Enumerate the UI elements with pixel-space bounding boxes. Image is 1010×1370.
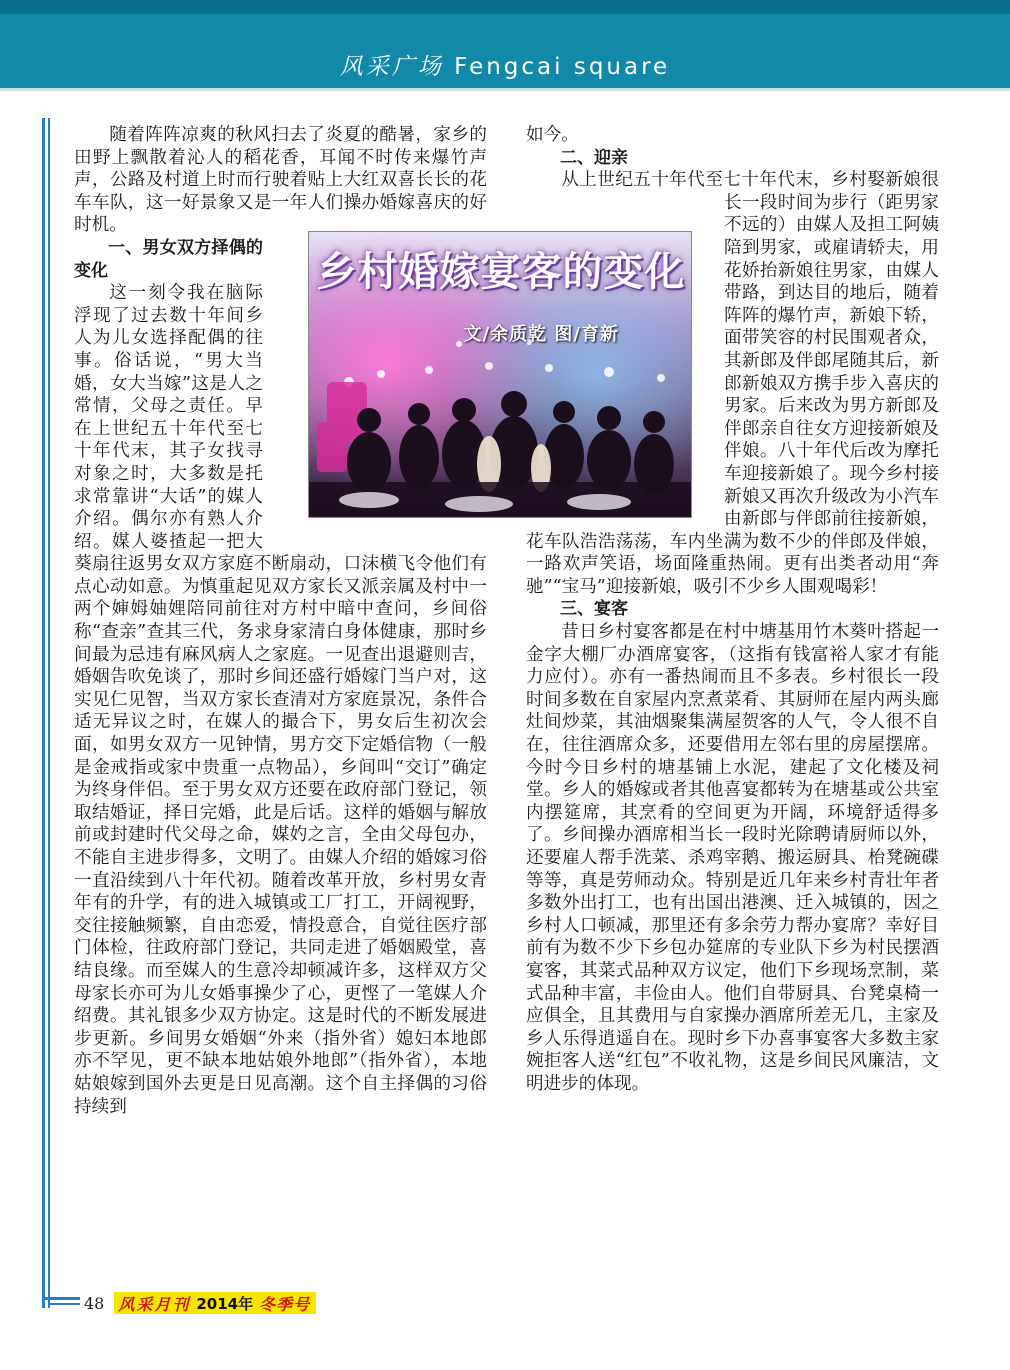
- paragraph: 随着阵阵凉爽的秋风扫去了炎夏的酷暑，家乡的田野上飘散着沁人的稻花香，耳闻不时传来爆竹声声，公路及村道上时而行驶着贴上大红双喜长长的花车车队，这一好景象又是一年人们操办婚嫁喜庆的好时机。: [74, 125, 487, 236]
- section-title-cn: 风采广场: [339, 54, 444, 80]
- header-stripe: [0, 0, 1010, 14]
- bottom-decorative-bar-inner: [48, 1303, 80, 1305]
- bottom-decorative-bar: [42, 1297, 80, 1300]
- paragraph: 如今。: [526, 125, 579, 145]
- article-credit: 文/余质乾 图/育新: [463, 324, 619, 345]
- section-title: [0, 48, 1010, 81]
- paragraph: 从上世纪五十年代至七十年代末，乡村娶新娘很长一段时间为步行（距男家不远的）由媒人及担工阿姨陪到男家，或雇请轿夫，用花娇抬新娘往男家，由媒人带路，到达目的地后，随着阵阵的爆竹声，新娘下轿，面带笑容的村民围观者众，其新郎及伴郎尾随其后，新郎新娘双方携手步入喜庆的男家。后来改为男方新郎及伴郎亲自往女方迎接新娘及伴娘。八十年代后改为摩托车迎接新娘了。现今乡村接新娘又再次升级改为小汽车由新郎与伴郎前往接新娘，花车队浩浩荡荡，车内坐满为数不少的伴郎及伴娘，一路欢声笑语，场面隆重热闹。更有出类者动用“奔驰”“宝马”迎接新娘，吸引不少乡人围观喝彩！: [526, 170, 939, 597]
- left-decorative-bar: [42, 118, 45, 1308]
- section-title-en: Fengcai square: [454, 54, 671, 80]
- left-decorative-bar-inner: [48, 118, 50, 1308]
- page-footer: [84, 1290, 316, 1316]
- section-heading: 二、迎亲: [560, 147, 628, 168]
- article-photo: [308, 231, 692, 518]
- section-heading: 一、男女双方择偶的变化: [74, 237, 263, 281]
- paragraph: 这一刻令我在脑际浮现了过去数十年间乡人为儿女选择配偶的往事。俗话说，“男大当婚，女大当嫁”这是人之常情，父母之责任。早在上世纪五十年代至七十年代末，其子女找寻对象之时，大多数是托求常靠讲“大话”的媒人介绍。偶尔亦有熟人介绍。媒人婆揸起一把大葵扇往返男女双方家庭不断扇动，口沫横飞令他们有点心动如意。为慎重起见双方家长又派亲属及村中一两个婶姆妯娌陪同前往对方村中暗中查问，乡间俗称“查亲”查其三代，务求身家清白身体健康，那时乡间最为忌违有麻风病人之家庭。一见查出退避则吉，婚姻告吹免谈了，那时乡间还盛行婚嫁门当户对，这实见仁见智，当双方家长查清对方家庭景况，条件合适无异议之时，在媒人的撮合下，男女后生初次会面，如男女双方一见钟情，男方交下定婚信物（一般是金戒指或家中贵重一点物品），乡间叫“交订”确定为终身伴侣。至于男女双方还要在政府部门登记，领取结婚证，择日完婚，此是后话。这样的婚姻与解放前或封建时代父母之命，媒妁之言，全由父母包办，不能自主进步得多，文明了。由媒人介绍的婚嫁习俗一直沿续到八十年代初。随着改革开放，乡村男女青年有的升学，有的进入城镇或工厂打工，开阔视野，交往接触频繁，自由恋爱，情投意合，自觉往医疗部门体检，往政府部门登记，共同走进了婚姻殿堂，喜结良缘。而至媒人的生意冷却顿减许多，这样双方父母家长亦可为儿女婚事操少了心，更悭了一笔媒人介绍费。其礼银多少双方协定。这是时代的不断发展进步更新。乡间男女婚姻“外来（指外省）媳妇本地郎亦不罕见，更不缺本地姑娘外地郎”（指外省），本地姑娘嫁到国外去更是日见高潮。这个自主择偶的习俗持续到: [74, 283, 487, 1117]
- article-title: 乡村婚嫁宴客的变化: [316, 249, 686, 295]
- paragraph: 昔日乡村宴客都是在村中塘基用竹木葵叶搭起一金字大棚厂办酒席宴客，（这指有钱富裕人家才有能力应付）。亦有一番热闹而且不多表。乡村很长一段时间多数在自家屋内烹煮菜肴、其厨师在屋内两头廊灶间炒菜，其油烟聚集满屋贺客的人气，令人很不自在，往往酒席众多，还要借用左邻右里的房屋摆席。今时今日乡村的塘基铺上水泥，建起了文化楼及祠堂。乡人的婚嫁或者其他喜宴都转为在塘基或公共室内摆筵席，其烹肴的空间更为开阔，环境舒适得多了。乡间操办酒席相当长一段时光除聘请厨师以外，还要雇人帮手洗菜、杀鸡宰鹅、搬运厨具、枱凳碗碟等等，真是劳师动众。特别是近几年来乡村青壮年者多数外出打工，也有出国出港澳、迁入城镇的，因之乡村人口顿减，那里还有多余劳力帮办宴席？幸好目前有为数不少下乡包办筵席的专业队下乡为村民摆酒宴客，其菜式品种双方议定，他们下乡现场烹制，菜式品种丰富，丰俭由人。他们自带厨具、台凳桌椅一应俱全，且其费用与自家操办酒席所差无几，主家及乡人乐得逍遥自在。现时乡下办喜事宴客大多数主家婉拒客人送“红包”不收礼物，这是乡间民风廉洁，文明进步的体现。: [526, 622, 939, 1094]
- magazine-name: 风采月刊: [118, 1294, 191, 1314]
- magazine-year: 2014年: [196, 1294, 254, 1313]
- magazine-badge: [114, 1292, 316, 1314]
- section-heading: 三、宴客: [560, 599, 628, 620]
- header-banner: [0, 0, 1010, 90]
- page-number: 48: [84, 1293, 105, 1313]
- magazine-issue: 冬季号: [259, 1294, 311, 1314]
- header-divider: [0, 88, 1010, 91]
